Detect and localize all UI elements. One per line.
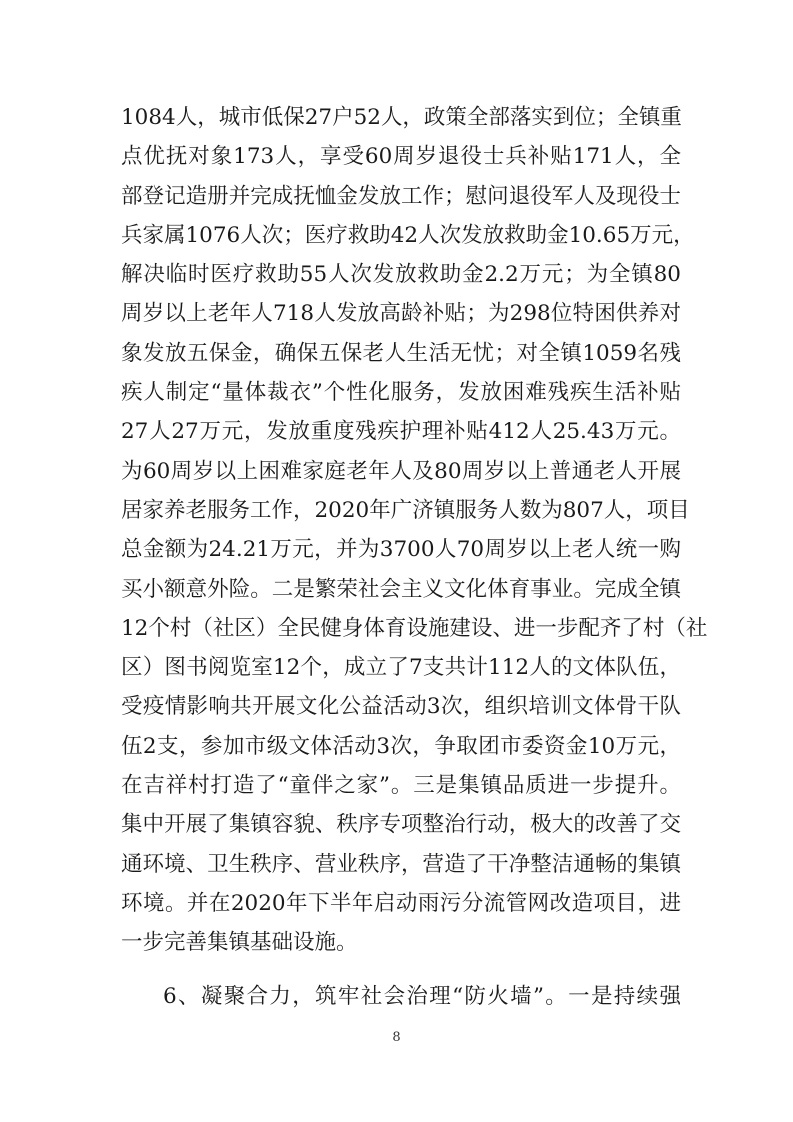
body-text: [121, 98, 708, 1016]
text-line: 部登记造册并完成抚恤金发放工作；慰问退役军人及现役士: [121, 183, 681, 209]
text-line: 象发放五保金，确保五保老人生活无忧；对全镇1059名残: [121, 340, 681, 366]
text-line: 27人27万元，发放重度残疾护理补贴412人25.43万元。: [121, 419, 681, 445]
text-line: 解决临时医疗救助55人次发放救助金2.2万元；为全镇80: [121, 262, 681, 288]
text-line: 点优抚对象173人，享受60周岁退役士兵补贴171人，全: [121, 144, 681, 170]
text-line: 兵家属1076人次；医疗救助42人次发放救助金10.65万元，: [121, 222, 695, 248]
text-line: 受疫情影响共开展文化公益活动3次，组织培训文体骨干队: [121, 694, 681, 720]
text-line: 通环境、卫生秩序、营业秩序，营造了干净整洁通畅的集镇: [121, 851, 681, 877]
paragraph-new: [121, 977, 681, 1016]
text-line: 总金额为24.21万元，并为3700人70周岁以上老人统一购: [121, 537, 681, 563]
text-line: 12个村（社区）全民健身体育设施建设、进一步配齐了村（社: [121, 615, 708, 641]
paragraph-continued: [121, 98, 708, 963]
text-line: 1084人，城市低保27户52人，政策全部落实到位；全镇重: [121, 105, 682, 130]
text-line: 伍2支，参加市级文体活动3次，争取团市委资金10万元，: [121, 733, 681, 759]
text-line: 6、凝聚合力，筑牢社会治理“防火墙”。一是持续强: [163, 983, 681, 1009]
text-line: 环境。并在2020年下半年启动雨污分流管网改造项目，进: [121, 890, 681, 916]
text-line: 周岁以上老年人718人发放高龄补贴；为298位特困供养对: [121, 301, 681, 327]
text-line: 集中开展了集镇容貌、秩序专项整治行动，极大的改善了交: [121, 812, 681, 838]
text-line: 买小额意外险。二是繁荣社会主义文化体育事业。完成全镇: [121, 576, 681, 602]
text-line: 在吉祥村打造了“童伴之家”。三是集镇品质进一步提升。: [121, 773, 681, 799]
text-line: 一步完善集镇基础设施。: [121, 930, 358, 956]
paragraph-gap: [121, 963, 681, 977]
page-number: 8: [392, 1030, 401, 1045]
text-line: 疾人制定“量体裁衣”个性化服务，发放困难残疾生活补贴: [121, 380, 681, 406]
text-line: 区）图书阅览室12个，成立了7支共计112人的文体队伍，: [121, 655, 681, 681]
text-line: 居家养老服务工作，2020年广济镇服务人数为807人，项目: [121, 497, 690, 523]
text-line: 为60周岁以上困难家庭老年人及80周岁以上普通老人开展: [121, 458, 681, 484]
